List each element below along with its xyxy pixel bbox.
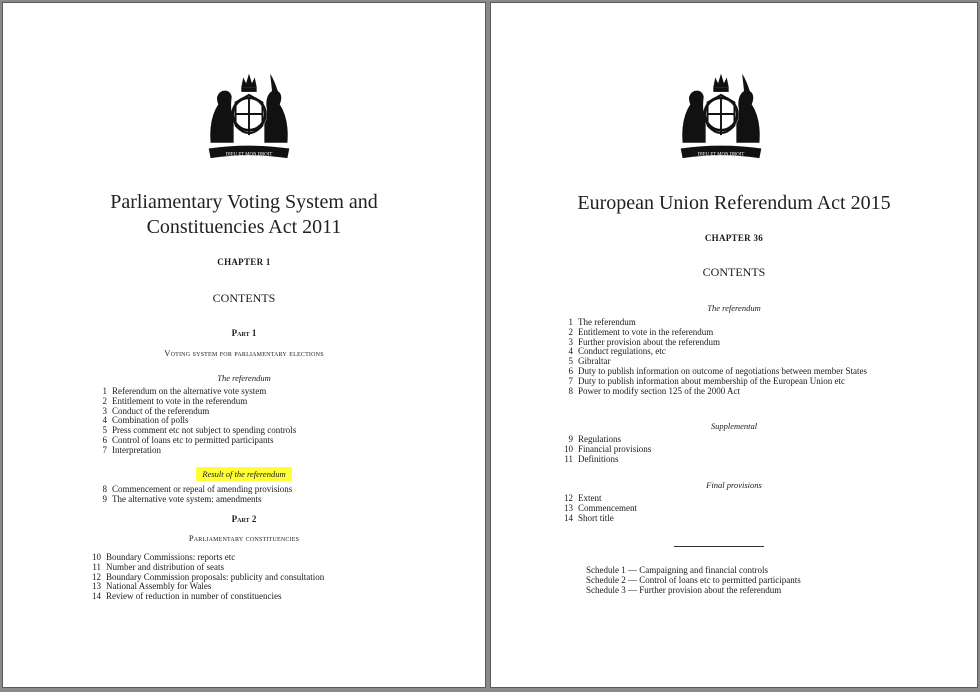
toc-item[interactable]: 3 Further provision about the referendum [568, 336, 720, 347]
schedule-item[interactable]: Schedule 3 — Further provision about the referendum [586, 584, 782, 595]
toc-item[interactable]: 9 Regulations [568, 434, 621, 444]
section-heading-supplemental: Supplemental [710, 421, 758, 431]
toc-item[interactable]: 7 Duty to publish information about membership of the European Union etc [568, 375, 845, 386]
toc-item[interactable]: 3 Conduct of the referendum [102, 405, 210, 416]
toc-item[interactable]: 12 Extent [564, 493, 602, 503]
toc-item[interactable]: 1 The referendum [568, 317, 636, 327]
schedule-list [586, 566, 801, 595]
toc-item[interactable]: 4 Combination of polls [102, 415, 189, 426]
toc-item[interactable]: 2 Entitlement to vote in the referendum [568, 326, 714, 337]
section-heading-referendum: The referendum [217, 373, 271, 383]
toc-item[interactable]: 7 Interpretation [102, 444, 161, 455]
chapter-label: CHAPTER 36 [704, 233, 764, 243]
document-page-right [490, 2, 978, 688]
toc-final-list [559, 494, 637, 523]
toc-item[interactable]: 8 Power to modify section 125 of the 2000 Act [568, 385, 740, 396]
toc-item[interactable]: 1 Referendum on the alternative vote system [102, 386, 267, 396]
part2-heading: Parliamentary constituencies [188, 533, 300, 543]
contents-heading: CONTENTS [212, 291, 276, 305]
toc-result-list [93, 485, 292, 505]
toc-item[interactable]: 11 Number and distribution of seats [92, 561, 224, 572]
contents-heading: CONTENTS [702, 265, 766, 279]
section-heading-final: Final provisions [706, 480, 762, 490]
toc-item[interactable]: 10 Financial provisions [564, 443, 652, 454]
royal-coat-of-arms-icon [201, 66, 297, 162]
toc-item[interactable]: 13 National Assembly for Wales [92, 581, 212, 592]
toc-item[interactable]: 11 Definitions [564, 453, 619, 464]
royal-coat-of-arms-icon [673, 66, 769, 162]
toc-item[interactable]: 5 Gibraltar [568, 356, 611, 367]
toc-item[interactable]: 13 Commencement [564, 502, 637, 513]
schedule-item[interactable]: Schedule 2 — Control of loans etc to permitted participants [586, 574, 801, 585]
toc-item[interactable]: 6 Duty to publish information on outcome of negotiations between member States [568, 365, 867, 376]
toc-item[interactable]: 2 Entitlement to vote in the referendum [102, 395, 248, 406]
toc-referendum-list [559, 318, 899, 396]
toc-item[interactable]: 14 Review of reduction in number of constituencies [92, 591, 282, 602]
toc-item[interactable]: 5 Press comment etc not subject to spending controls [102, 425, 297, 436]
section-heading-referendum: The referendum [707, 303, 761, 313]
toc-item[interactable]: 12 Boundary Commission proposals: publicity and consultation [92, 571, 325, 582]
toc-supplemental-list [559, 435, 651, 464]
document-page-left [2, 2, 486, 688]
crest-motto: DIEU ET MON DROIT [225, 152, 273, 158]
part2-label: Part 2 [231, 514, 257, 524]
toc-item[interactable]: 14 Short title [564, 512, 614, 523]
toc-constituency-list [87, 553, 324, 602]
act-title-line2: Constituencies Act 2011 [146, 216, 342, 238]
toc-item[interactable]: 8 Commencement or repeal of amending provisions [102, 484, 293, 494]
toc-item[interactable]: 9 The alternative vote system: amendments [102, 493, 262, 504]
chapter-label: CHAPTER 1 [217, 257, 271, 267]
act-title-line1: Parliamentary Voting System and [110, 191, 378, 213]
toc-referendum-list [93, 387, 296, 456]
act-title: European Union Referendum Act 2015 [577, 192, 891, 214]
toc-item[interactable]: 10 Boundary Commissions: reports etc [92, 552, 236, 562]
crest-motto: DIEU ET MON DROIT [697, 152, 745, 158]
toc-item[interactable]: 6 Control of loans etc to permitted participants [102, 434, 274, 445]
section-divider [674, 546, 764, 547]
part1-label: Part 1 [231, 328, 257, 338]
highlighted-text: Result of the referendum [196, 467, 291, 481]
toc-item[interactable]: 4 Conduct regulations, etc [568, 346, 666, 357]
part1-heading: Voting system for parliamentary elections [164, 348, 324, 358]
section-heading-result [3, 469, 485, 479]
schedule-item[interactable]: Schedule 1 — Campaigning and financial controls [586, 565, 768, 575]
